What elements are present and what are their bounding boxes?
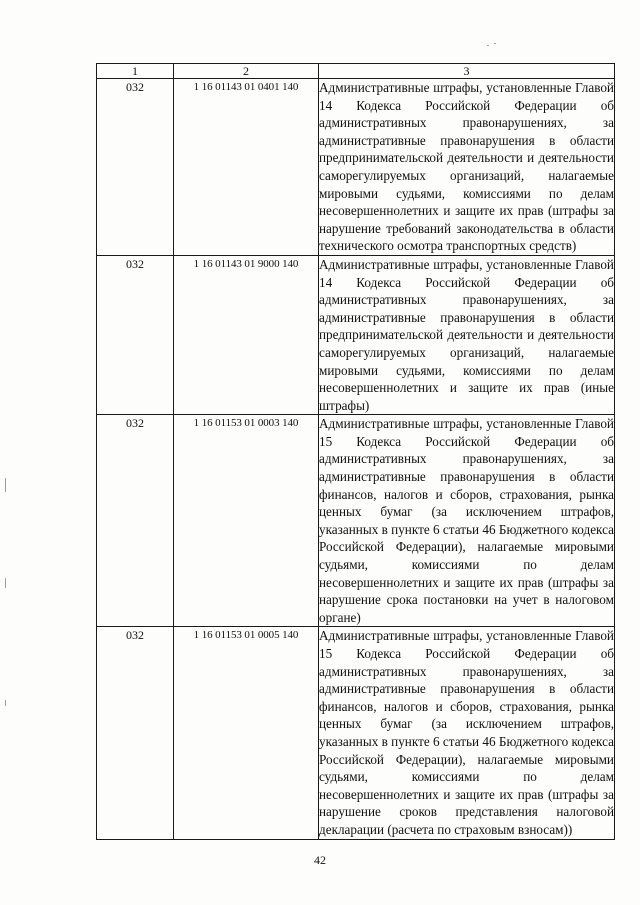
column-header: 3 (319, 64, 615, 79)
page-number: 42 (314, 853, 326, 867)
table-row (97, 255, 615, 414)
table-row (97, 79, 615, 256)
scan-speck (5, 578, 6, 588)
column-header: 1 (97, 64, 174, 79)
budget-classification-table (96, 63, 615, 840)
scan-speck (494, 43, 496, 44)
table-header-row (97, 64, 615, 79)
budget-code-cell: 1 16 01143 01 9000 140 (174, 255, 319, 414)
budget-code-cell: 1 16 01143 01 0401 140 (174, 79, 319, 256)
description-cell: Административные штрафы, установленные Главой 14 Кодекса Российской Федерации об административных правонарушениях, за административные правонарушения в области предпринимательской деятельности и деятельности саморегулируемых организаций, налагаемые мировыми судьями, комиссиями по делам несовершеннолетних и защите их прав (иные штрафы) (319, 255, 615, 414)
admin-code-cell: 032 (97, 415, 174, 627)
admin-code-cell: 032 (97, 627, 174, 839)
scan-speck (5, 700, 6, 706)
description-cell: Административные штрафы, установленные Главой 14 Кодекса Российской Федерации об административных правонарушениях, за административные правонарушения в области предпринимательской деятельности и деятельности саморегулируемых организаций, налагаемые мировыми судьями, комиссиями по делам несовершеннолетних и защите их прав (штрафы за нарушение требований законодательства в области технического осмотра транспортных средств) (319, 79, 615, 256)
description-cell: Административные штрафы, установленные Главой 15 Кодекса Российской Федерации об административных правонарушениях, за административные правонарушения в области финансов, налогов и сборов, страхования, рынка ценных бумаг (за исключением штрафов, указанных в пункте 6 статьи 46 Бюджетного кодекса Российской Федерации), налагаемые мировыми судьями, комиссиями по делам несовершеннолетних и защите их прав (штрафы за нарушение сроков представления налоговой декларации (расчета по страховым взносам)) (319, 627, 615, 839)
description-cell: Административные штрафы, установленные Главой 15 Кодекса Российской Федерации об административных правонарушениях, за административные правонарушения в области финансов, налогов и сборов, страхования, рынка ценных бумаг (за исключением штрафов, указанных в пункте 6 статьи 46 Бюджетного кодекса Российской Федерации), налагаемые мировыми судьями, комиссиями по делам несовершеннолетних и защите их прав (штрафы за нарушение срока постановки на учет в налоговом органе) (319, 415, 615, 627)
column-header: 2 (174, 64, 319, 79)
table-row (97, 415, 615, 627)
budget-code-cell: 1 16 01153 01 0005 140 (174, 627, 319, 839)
admin-code-cell: 032 (97, 255, 174, 414)
admin-code-cell: 032 (97, 79, 174, 256)
budget-code-cell: 1 16 01153 01 0003 140 (174, 415, 319, 627)
table-row (97, 627, 615, 839)
scan-speck (5, 478, 6, 492)
scan-speck (487, 45, 489, 46)
